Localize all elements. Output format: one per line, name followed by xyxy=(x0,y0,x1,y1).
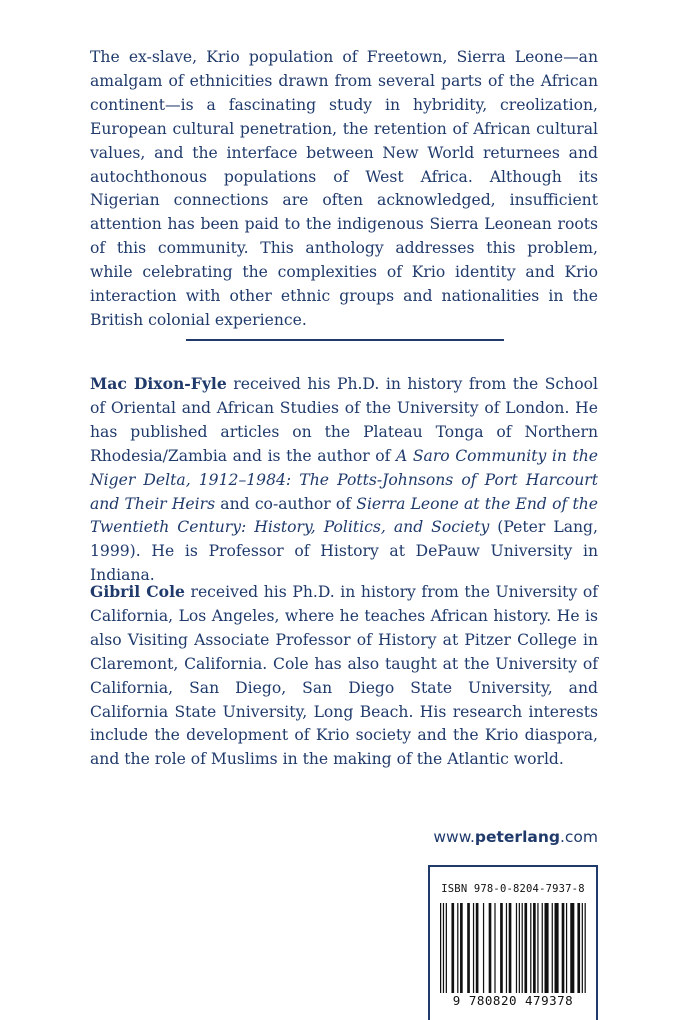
barcode-bar xyxy=(473,903,474,993)
barcode-bar xyxy=(516,903,517,993)
barcode-bar xyxy=(476,903,479,993)
book-blurb: The ex-slave, Krio population of Freetown, Sierra Leone—an amalgam of ethnicities drawn from several parts of the African continent—is a fascinating study in hybridity, creolization, European cultural penetration, the retention of African cultural values, and the interface between New World returnees and autochthonous populations of West Africa. Although its Nigerian connections are often acknowledged, insufficient attention has been paid to the indigenous Sierra Leonean roots of this community. This anthology addresses this problem, while celebrating the complexities of Krio identity and Krio interaction with other ethnic groups and nationalities in the British colonial experience. xyxy=(90,48,598,329)
website-suffix: .com xyxy=(559,828,598,846)
bio-text: received his Ph.D. in history from the School of Oriental and African Studies of the University of London. He has published articles on the Plateau Tonga of Northern Rhodesia/Zambia and is the author of xyxy=(90,375,598,465)
author-bio-cole xyxy=(90,580,598,772)
barcode-bars xyxy=(440,903,586,993)
barcode-bar xyxy=(460,903,463,993)
barcode-digits: 9 780820 479378 xyxy=(452,993,574,1008)
barcode-bar xyxy=(489,903,492,993)
barcode-bar xyxy=(555,903,559,993)
barcode-bar xyxy=(537,903,538,993)
barcode-bar xyxy=(467,903,470,993)
author-name: Gibril Cole xyxy=(90,582,185,601)
barcode-bar xyxy=(566,903,567,993)
author-bio-dixon-fyle xyxy=(90,372,598,588)
barcode-bar xyxy=(443,903,444,993)
barcode-bar xyxy=(542,903,543,993)
website-brand: peterlang xyxy=(474,828,560,846)
barcode-bar xyxy=(522,903,523,993)
bio-text: received his Ph.D. in history from the University of California, Los Angeles, where he teaches African history. He is also Visiting Associate Professor of History at Pitzer College in Claremont, California. Cole has also taught at the University of California, San Diego, San Diego State University, and California State University, Long Beach. His research interests include the development of Krio society and the Krio diaspora, and the role of Muslims in the making of the Atlantic world. xyxy=(90,583,598,769)
barcode-bar xyxy=(446,903,447,993)
barcode-bar xyxy=(570,903,574,993)
barcode-bar xyxy=(552,903,553,993)
author-name: Mac Dixon-Fyle xyxy=(90,374,227,393)
barcode-bar xyxy=(562,903,565,993)
barcode-bar xyxy=(582,903,583,993)
barcode-bar xyxy=(577,903,580,993)
barcode-bar xyxy=(494,903,495,993)
barcode-bar xyxy=(533,903,536,993)
barcode-bar xyxy=(530,903,531,993)
barcode-bar xyxy=(544,903,548,993)
barcode-bar xyxy=(519,903,520,993)
publisher-website xyxy=(428,828,598,846)
barcode-bar xyxy=(585,903,586,993)
bio-text: (Peter Lang, 1999). He is Professor of History at DePauw University in Indiana. xyxy=(90,518,598,585)
barcode-bar xyxy=(483,903,484,993)
barcode-bar xyxy=(509,903,512,993)
section-divider xyxy=(186,339,504,341)
barcode-bar xyxy=(500,903,503,993)
isbn-barcode xyxy=(428,865,598,1020)
book-title: Sierra Leone at the End of the Twentieth Century: History, Politics, and Society xyxy=(90,494,598,537)
barcode-bar xyxy=(440,903,441,993)
book-title: A Saro Community in the Niger Delta, 1912–1984: The Potts-Johnsons of Port Harcourt and Their Heirs xyxy=(90,446,598,513)
bio-text: and co-author of xyxy=(215,494,357,513)
barcode-bar xyxy=(451,903,454,993)
barcode-bar xyxy=(524,903,527,993)
barcode-bar xyxy=(457,903,458,993)
website-prefix: www. xyxy=(433,828,475,846)
barcode-bar xyxy=(506,903,507,993)
isbn-label: ISBN 978-0-8204-7937-8 xyxy=(441,883,585,895)
